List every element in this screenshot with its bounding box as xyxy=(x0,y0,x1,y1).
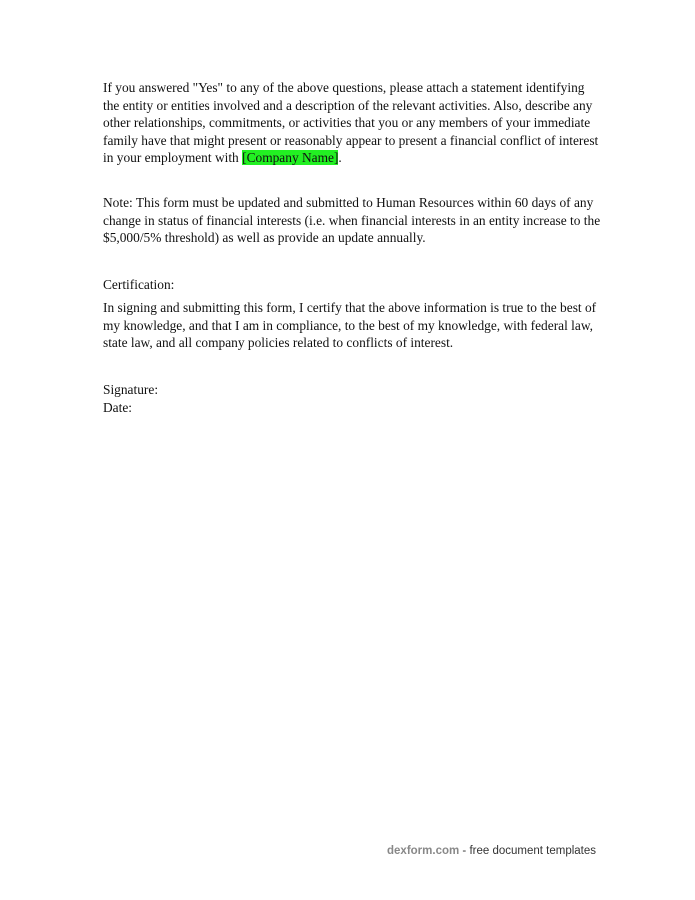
company-name-placeholder: [Company Name] xyxy=(242,150,339,165)
date-label: Date: xyxy=(103,399,132,415)
disclosure-period: . xyxy=(338,150,342,165)
signature-block xyxy=(103,381,603,416)
certification-heading: Certification: xyxy=(103,277,175,292)
footer xyxy=(387,845,596,857)
certification-paragraph: In signing and submitting this form, I certify that the above information is true to the best of my knowledge, and that I am in compliance, to the best of my knowledge, with federal law, state law, and all company policies related to conflicts of interest. xyxy=(103,300,597,350)
footer-brand-link[interactable]: dexform.com xyxy=(387,845,460,857)
footer-tagline: - free document templates xyxy=(459,845,597,857)
note-paragraph: Note: This form must be updated and submitted to Human Resources within 60 days of any change in status of financial interests (i.e. when financial interests in an entity increase to the $5,000/5% threshold) as well as provide an update annually. xyxy=(103,195,601,245)
signature-label: Signature: xyxy=(103,382,159,397)
disclosure-text: If you answered "Yes" to any of the above questions, please attach a statement identifying the entity or entities involved and a description of the relevant activities. Also, describe any other relationships, commitments, or activities that you or any members of your immediate family have that might present or reasonably appear to present a financial conflict of interest in your employment with xyxy=(103,80,599,165)
disclosure-paragraph xyxy=(103,79,603,167)
